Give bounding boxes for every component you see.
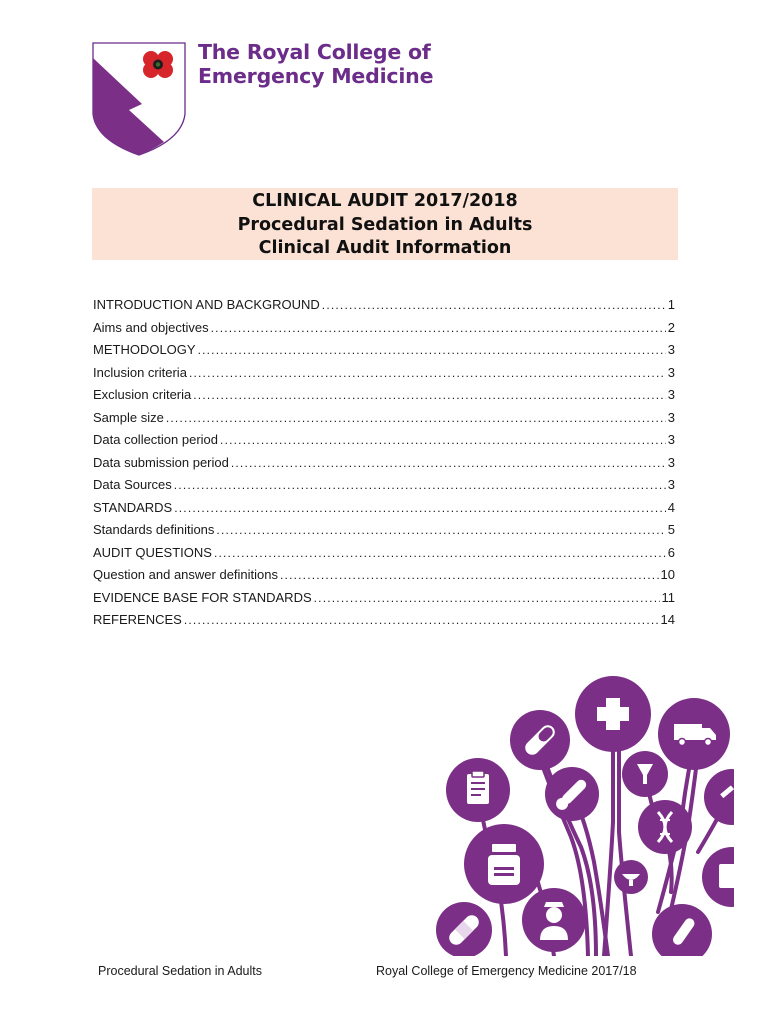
toc-dot-leader (322, 298, 666, 312)
rcem-shield-icon (92, 42, 192, 156)
toc-entry-label: STANDARDS (93, 499, 173, 515)
toc-dot-leader (214, 546, 666, 560)
rcem-logo (92, 42, 436, 156)
toc-dot-leader (174, 501, 666, 515)
dna-icon (638, 800, 692, 854)
toc-entry-label: Sample size (93, 409, 164, 425)
org-name-line-2: Emergency Medicine (198, 64, 434, 88)
toc-entry-page: 14 (660, 612, 675, 627)
document-title: CLINICAL AUDIT 2017/2018 (252, 191, 518, 211)
toc-entry[interactable] (93, 320, 675, 343)
table-of-contents (93, 297, 675, 635)
toc-dot-leader (280, 568, 659, 582)
toc-entry-label: Aims and objectives (93, 319, 209, 335)
toc-dot-leader (216, 523, 665, 537)
org-name-line-1: The Royal College of (198, 40, 431, 64)
toc-entry-page: 3 (667, 342, 675, 357)
toc-entry-page: 5 (667, 522, 675, 537)
document-type: Clinical Audit Information (258, 238, 512, 258)
toc-entry-page: 11 (661, 589, 675, 605)
toc-entry[interactable] (93, 545, 675, 568)
toc-entry-page: 2 (667, 319, 675, 335)
toc-dot-leader (189, 366, 666, 380)
thermometer-icon (545, 767, 599, 821)
toc-entry[interactable] (93, 567, 675, 590)
organization-name (198, 40, 438, 88)
toc-entry-label: Inclusion criteria (93, 364, 187, 380)
potion-flask-icon (622, 751, 668, 797)
toc-entry-label: Data submission period (93, 454, 229, 470)
toc-dot-leader (231, 456, 666, 470)
toc-entry-label: REFERENCES (93, 612, 182, 627)
toc-entry-page: 3 (667, 454, 675, 470)
nurse-icon (522, 888, 586, 952)
toc-entry-page: 4 (667, 499, 675, 515)
toc-entry-label: Data collection period (93, 432, 219, 447)
toc-entry[interactable] (93, 500, 675, 523)
document-icon (702, 847, 736, 907)
toc-entry[interactable] (93, 612, 675, 635)
bowl-of-hygieia-icon (614, 860, 648, 894)
toc-entry[interactable] (93, 590, 675, 613)
ambulance-icon (658, 698, 730, 770)
toc-entry-page: 3 (667, 387, 675, 402)
toc-entry-page: 3 (667, 432, 675, 447)
toc-entry-label: Question and answer definitions (93, 567, 279, 582)
toc-entry[interactable] (93, 410, 675, 433)
toc-entry-label: METHODOLOGY (93, 342, 196, 357)
toc-entry-label: EVIDENCE BASE FOR STANDARDS (93, 589, 312, 605)
toc-entry[interactable] (93, 522, 675, 545)
syringe-icon (704, 769, 736, 825)
toc-entry-label: Standards definitions (93, 522, 215, 537)
toc-entry-page: 3 (667, 364, 675, 380)
test-tube-icon (652, 904, 712, 956)
toc-entry[interactable] (93, 432, 675, 455)
toc-dot-leader (220, 433, 666, 447)
plus-cross-icon (575, 676, 651, 752)
toc-dot-leader (193, 388, 666, 402)
toc-dot-leader (184, 613, 659, 627)
bandage-icon (436, 902, 492, 956)
toc-entry[interactable] (93, 455, 675, 478)
toc-entry-label: Exclusion criteria (93, 387, 192, 402)
toc-entry-page: 10 (660, 567, 675, 582)
footer-document-title: Procedural Sedation in Adults (98, 964, 262, 978)
toc-dot-leader (166, 411, 666, 425)
toc-dot-leader (314, 591, 660, 605)
toc-entry[interactable] (93, 477, 675, 500)
pill-capsule-icon (510, 710, 570, 770)
toc-dot-leader (198, 343, 666, 357)
toc-entry-page: 6 (667, 544, 675, 560)
toc-entry-label: AUDIT QUESTIONS (93, 544, 212, 560)
document-subtitle: Procedural Sedation in Adults (237, 214, 533, 235)
toc-entry[interactable] (93, 297, 675, 320)
toc-entry-page: 3 (667, 477, 675, 492)
medical-icons-illustration (436, 672, 736, 956)
title-block (92, 188, 678, 260)
toc-dot-leader (211, 321, 666, 335)
toc-entry-page: 3 (667, 409, 675, 425)
toc-entry-page: 1 (667, 297, 675, 312)
clipboard-icon (446, 758, 510, 822)
footer-publisher: Royal College of Emergency Medicine 2017/18 (376, 964, 637, 978)
medicine-bottle-icon (464, 824, 544, 904)
toc-entry[interactable] (93, 365, 675, 388)
toc-dot-leader (174, 478, 666, 492)
toc-entry[interactable] (93, 342, 675, 365)
toc-entry[interactable] (93, 387, 675, 410)
toc-entry-label: INTRODUCTION AND BACKGROUND (93, 297, 320, 312)
toc-entry-label: Data Sources (93, 477, 172, 492)
